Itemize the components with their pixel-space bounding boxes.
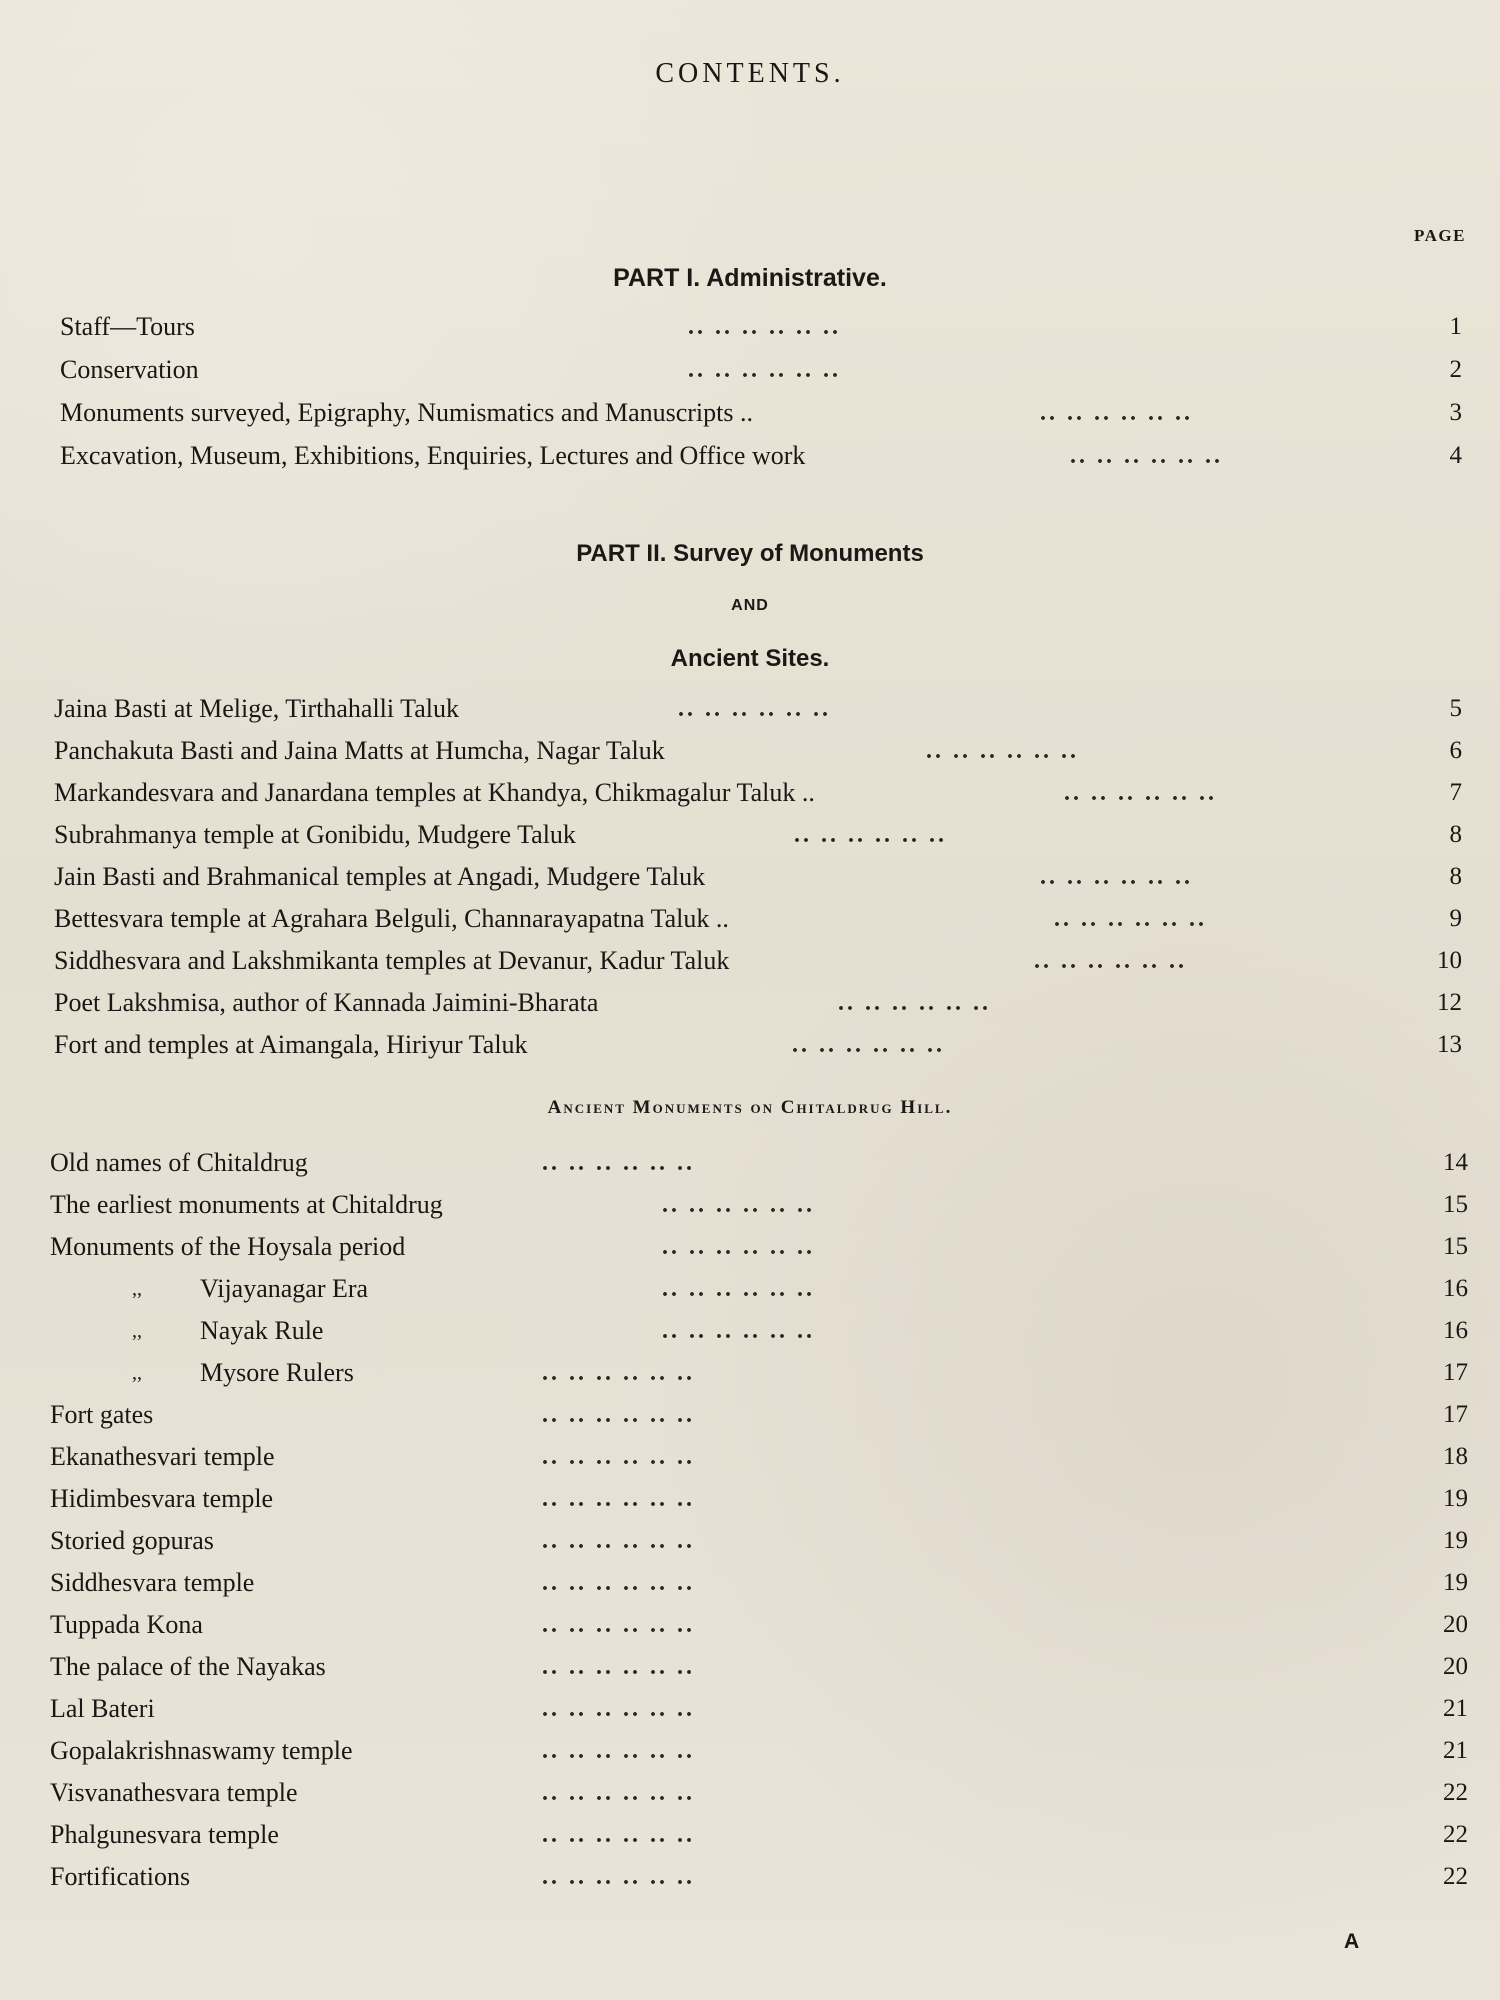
toc-entry-title: Storied gopuras <box>50 1526 214 1555</box>
toc-entry <box>50 1566 1466 1606</box>
toc-entry <box>50 1398 1466 1438</box>
dot-leader: .. .. .. .. .. .. <box>662 1192 815 1218</box>
ancient-sites-heading: Ancient Sites. <box>670 645 830 672</box>
toc-entry <box>54 776 1462 816</box>
toc-entry-title: Phalgunesvara temple <box>50 1820 279 1849</box>
toc-entry <box>54 692 1462 732</box>
toc-entry-title: Lal Bateri <box>50 1694 155 1723</box>
toc-page-number: 6 <box>1449 737 1462 764</box>
toc-entry-title: Gopalakrishnaswamy temple <box>50 1736 353 1765</box>
toc-entry-title: Fort gates <box>50 1400 154 1429</box>
dot-leader: .. .. .. .. .. .. <box>542 1864 695 1890</box>
toc-page-number: 2 <box>1449 356 1462 383</box>
dot-leader: .. .. .. .. .. .. <box>794 822 947 848</box>
toc-entry-title: Visvanathesvara temple <box>50 1778 298 1807</box>
toc-page-number: 1 <box>1449 313 1462 340</box>
dot-leader: .. .. .. .. .. .. <box>542 1444 695 1470</box>
toc-entry-title: Excavation, Museum, Exhibitions, Enquiries, Lectures and Office work <box>60 441 806 470</box>
and-label: AND <box>731 597 769 614</box>
toc-page-number: 8 <box>1449 821 1462 848</box>
toc-page-number: 3 <box>1449 399 1462 426</box>
toc-page-number: 4 <box>1449 442 1462 469</box>
toc-entry <box>50 1860 1466 1900</box>
toc-page-number: 10 <box>1437 947 1462 974</box>
toc-entry-title: Subrahmanya temple at Gonibidu, Mudgere Taluk <box>54 820 576 849</box>
toc-page-number: 8 <box>1449 863 1462 890</box>
toc-entry-title: Mysore Rulers <box>200 1358 354 1387</box>
toc-entry-title: Ekanathesvari temple <box>50 1442 275 1471</box>
toc-entry <box>54 944 1462 984</box>
toc-entry-title: Siddhesvara and Lakshmikanta temples at Devanur, Kadur Taluk <box>54 946 730 975</box>
toc-page-number: 22 <box>1443 1821 1468 1848</box>
dot-leader: .. .. .. .. .. .. <box>542 1528 695 1554</box>
dot-leader: .. .. .. .. .. .. <box>688 314 841 340</box>
dot-leader: .. .. .. .. .. .. <box>662 1276 815 1302</box>
dot-leader: .. .. .. .. .. .. <box>1040 400 1193 426</box>
toc-entry <box>50 1818 1466 1858</box>
toc-entry-title: Hidimbesvara temple <box>50 1484 274 1513</box>
toc-entry-title: Markandesvara and Janardana temples at Khandya, Chikmagalur Taluk .. <box>54 778 815 807</box>
toc-entry-title: Jaina Basti at Melige, Tirthahalli Taluk <box>54 694 459 723</box>
page-column-label: PAGE <box>1414 226 1466 245</box>
toc-entry <box>60 353 1462 393</box>
dot-leader: .. .. .. .. .. .. <box>542 1738 695 1764</box>
toc-entry <box>60 310 1462 350</box>
toc-entry-title: Vijayanagar Era <box>200 1274 369 1303</box>
toc-entry-title: Fort and temples at Aimangala, Hiriyur Taluk <box>54 1030 528 1059</box>
toc-page-number: 20 <box>1443 1611 1468 1638</box>
toc-entry <box>60 396 1462 436</box>
toc-entry-title: Monuments surveyed, Epigraphy, Numismatics and Manuscripts .. <box>60 398 753 427</box>
toc-entry <box>50 1482 1466 1522</box>
ditto-mark: ,, <box>132 1362 142 1384</box>
dot-leader: .. .. .. .. .. .. <box>678 696 831 722</box>
toc-entry <box>50 1524 1466 1564</box>
toc-entry <box>50 1188 1466 1228</box>
toc-page-number: 22 <box>1443 1863 1468 1890</box>
toc-entry <box>54 860 1462 900</box>
dot-leader: .. .. .. .. .. .. <box>542 1612 695 1638</box>
toc-page-number: 19 <box>1443 1569 1468 1596</box>
toc-entry-title: The palace of the Nayakas <box>50 1652 326 1681</box>
dot-leader: .. .. .. .. .. .. <box>838 990 991 1016</box>
dot-leader: .. .. .. .. .. .. <box>542 1822 695 1848</box>
toc-entry <box>54 1028 1462 1068</box>
dot-leader: .. .. .. .. .. .. <box>1054 906 1207 932</box>
toc-entry-title: Old names of Chitaldrug <box>50 1148 308 1177</box>
toc-page-number: 18 <box>1443 1443 1468 1470</box>
toc-page-number: 21 <box>1443 1695 1468 1722</box>
toc-entry-title: Siddhesvara temple <box>50 1568 255 1597</box>
toc-entry-title: The earliest monuments at Chitaldrug <box>50 1190 443 1219</box>
toc-page-number: 15 <box>1443 1233 1468 1260</box>
toc-entry <box>50 1608 1466 1648</box>
toc-page-number: 19 <box>1443 1527 1468 1554</box>
dot-leader: .. .. .. .. .. .. <box>542 1696 695 1722</box>
toc-page-number: 5 <box>1449 695 1462 722</box>
toc-entry-title: Poet Lakshmisa, author of Kannada Jaimini-Bharata <box>54 988 599 1017</box>
toc-page-number: 12 <box>1437 989 1462 1016</box>
toc-page-number: 14 <box>1443 1149 1468 1176</box>
dot-leader: .. .. .. .. .. .. <box>542 1486 695 1512</box>
signature-mark: A <box>1344 1930 1360 1953</box>
dot-leader: .. .. .. .. .. .. <box>542 1360 695 1386</box>
dot-leader: .. .. .. .. .. .. <box>542 1570 695 1596</box>
toc-page-number: 16 <box>1443 1275 1468 1302</box>
dot-leader: .. .. .. .. .. .. <box>1034 948 1187 974</box>
dot-leader: .. .. .. .. .. .. <box>792 1032 945 1058</box>
ditto-mark: ,, <box>132 1278 142 1300</box>
dot-leader: .. .. .. .. .. .. <box>688 357 841 383</box>
toc-page-number: 20 <box>1443 1653 1468 1680</box>
toc-page-number: 19 <box>1443 1485 1468 1512</box>
toc-entry-title: Conservation <box>60 355 199 384</box>
dot-leader: .. .. .. .. .. .. <box>1070 443 1223 469</box>
dot-leader: .. .. .. .. .. .. <box>662 1318 815 1344</box>
toc-entry-title: Bettesvara temple at Agrahara Belguli, Channarayapatna Taluk .. <box>54 904 729 933</box>
toc-entry <box>54 902 1462 942</box>
toc-entry <box>50 1356 1466 1396</box>
toc-page-number: 15 <box>1443 1191 1468 1218</box>
toc-page-number: 7 <box>1449 779 1462 806</box>
toc-entry <box>50 1776 1466 1816</box>
toc-page-number: 16 <box>1443 1317 1468 1344</box>
toc-entry <box>54 734 1462 774</box>
toc-entry-title: Staff—Tours <box>60 312 195 341</box>
toc-entry <box>54 818 1462 858</box>
chitaldrug-heading: Ancient Monuments on Chitaldrug Hill. <box>547 1097 953 1118</box>
toc-entry <box>50 1650 1466 1690</box>
toc-entry <box>54 986 1462 1026</box>
toc-entry-title: Nayak Rule <box>200 1316 324 1345</box>
toc-page-number: 17 <box>1443 1359 1468 1386</box>
ditto-mark: ,, <box>132 1320 142 1342</box>
dot-leader: .. .. .. .. .. .. <box>1040 864 1193 890</box>
toc-entry <box>50 1230 1466 1270</box>
dot-leader: .. .. .. .. .. .. <box>662 1234 815 1260</box>
toc-entry <box>50 1314 1466 1354</box>
dot-leader: .. .. .. .. .. .. <box>542 1150 695 1176</box>
toc-entry <box>50 1692 1466 1732</box>
dot-leader: .. .. .. .. .. .. <box>1064 780 1217 806</box>
toc-entry <box>50 1272 1466 1312</box>
dot-leader: .. .. .. .. .. .. <box>926 738 1079 764</box>
toc-page-number: 21 <box>1443 1737 1468 1764</box>
dot-leader: .. .. .. .. .. .. <box>542 1780 695 1806</box>
part-one-heading: PART I. Administrative. <box>613 264 887 292</box>
page-title: CONTENTS. <box>655 58 845 89</box>
dot-leader: .. .. .. .. .. .. <box>542 1402 695 1428</box>
toc-entry-title: Jain Basti and Brahmanical temples at Angadi, Mudgere Taluk <box>54 862 706 891</box>
toc-entry-title: Panchakuta Basti and Jaina Matts at Humcha, Nagar Taluk <box>54 736 665 765</box>
toc-entry <box>50 1146 1466 1186</box>
toc-entry <box>50 1734 1466 1774</box>
toc-page-number: 17 <box>1443 1401 1468 1428</box>
dot-leader: .. .. .. .. .. .. <box>542 1654 695 1680</box>
toc-entry-title: Fortifications <box>50 1862 191 1891</box>
part-two-heading: PART II. Survey of Monuments <box>576 540 924 567</box>
toc-entry <box>50 1440 1466 1480</box>
toc-entry <box>60 439 1462 479</box>
toc-page-number: 13 <box>1437 1031 1462 1058</box>
toc-page-number: 22 <box>1443 1779 1468 1806</box>
toc-entry-title: Monuments of the Hoysala period <box>50 1232 406 1261</box>
toc-entry-title: Tuppada Kona <box>50 1610 203 1639</box>
toc-page-number: 9 <box>1449 905 1462 932</box>
